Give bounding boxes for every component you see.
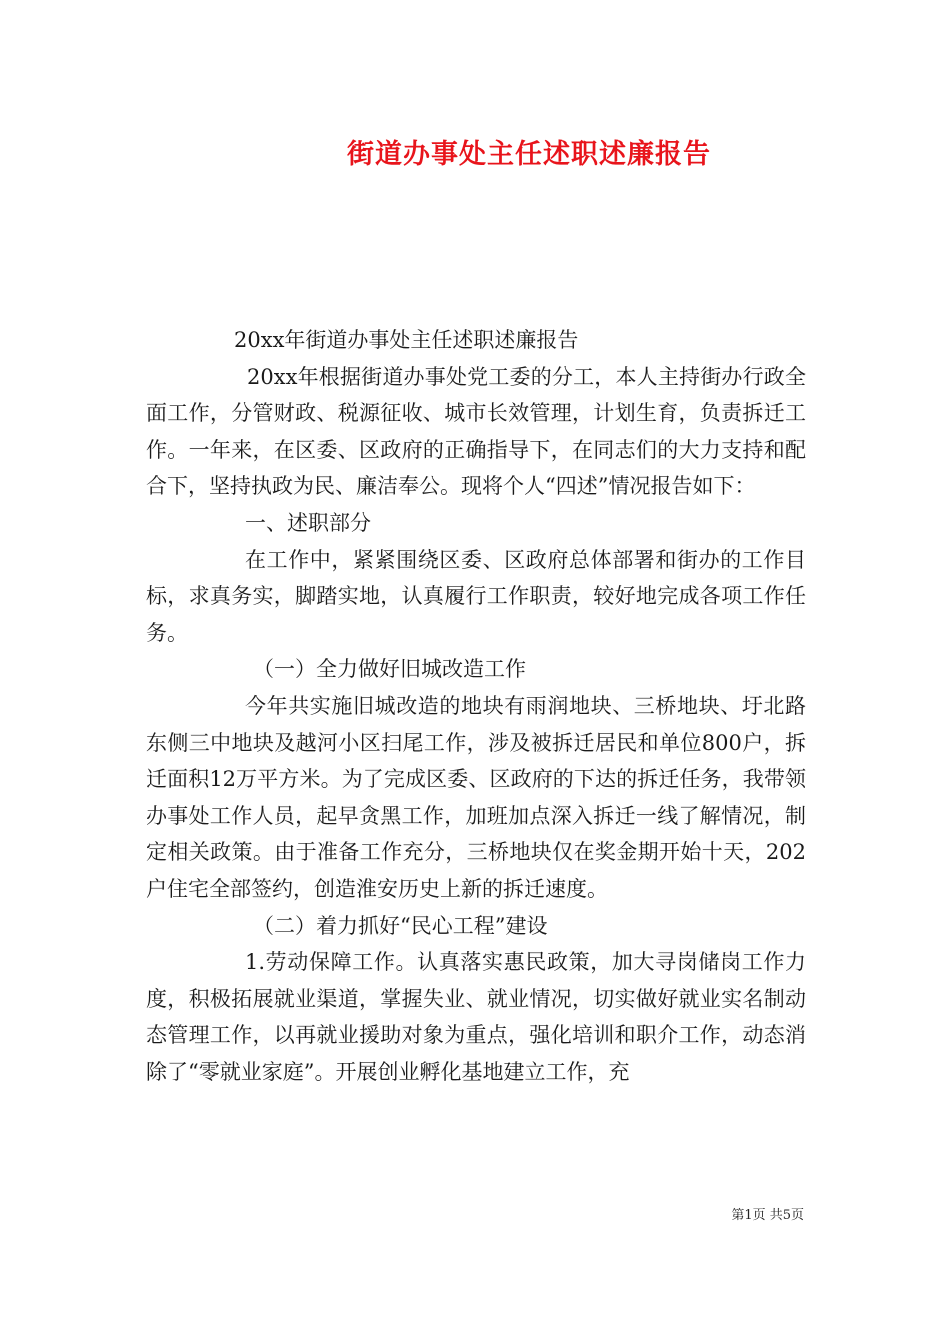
report-heading: 20xx年街道办事处主任述职述廉报告: [234, 328, 579, 352]
section-heading-1: 一、述职部分: [245, 510, 371, 535]
paragraph-section-1: 在工作中，紧紧围绕区委、区政府总体部署和街办的工作目标，求真务实，脚踏实地，认真履行工作职责，较好地完成各项工作任务。: [146, 547, 806, 645]
paragraph-subsection-1: 今年共实施旧城改造的地块有雨润地块、三桥地块、圩北路东侧三中地块及越河小区扫尾工作，涉及被拆迁居民和单位800户，拆迁面积12万平方米。为了完成区委、区政府的下达的拆迁任务，我带领办事处工作人员，起早贪黑工作，加班加点深入拆迁一线了解情况，制定相关政策。由于准备工作充分，三桥地块仅在奖金期开始十天，202户住宅全部签约，创造淮安历史上新的拆迁速度。: [146, 693, 806, 901]
document-title: 街道办事处主任述职述廉报告: [347, 139, 711, 170]
subsection-heading-2: （二）着力抓好“民心工程”建设: [253, 913, 548, 938]
paragraph-intro: 20xx年根据街道办事处党工委的分工，本人主持街办行政全面工作，分管财政、税源征收、城市长效管理，计划生育，负责拆迁工作。一年来，在区委、区政府的正确指导下，在同志们的大力支持和配合下，坚持执政为民、廉洁奉公。现将个人“四述”情况报告如下：: [146, 364, 806, 499]
subsection-heading-1: （一）全力做好旧城改造工作: [253, 657, 526, 682]
page-footer: 第1页 共5页: [731, 1208, 804, 1223]
document-body: [146, 322, 806, 1090]
paragraph-subsection-2: 1.劳动保障工作。认真落实惠民政策，加大寻岗储岗工作力度，积极拓展就业渠道，掌握失业、就业情况，切实做好就业实名制动态管理工作，以再就业援助对象为重点，强化培训和职介工作，动态消除了“零就业家庭”。开展创业孵化基地建立工作，充: [146, 950, 806, 1084]
